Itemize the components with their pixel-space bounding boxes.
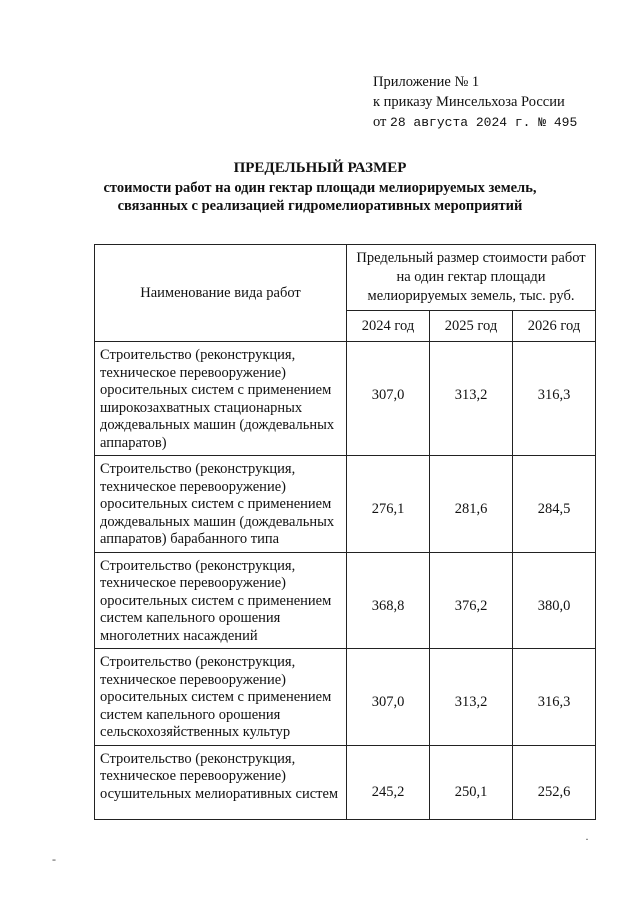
cost-value: 368,8 (347, 552, 430, 649)
document-subtitle-line1: стоимости работ на один гектар площади мелиорируемых земель, (103, 180, 537, 196)
year-header: 2026 год (513, 311, 596, 342)
cost-value: 376,2 (430, 552, 513, 649)
appendix-date-line (373, 112, 577, 133)
cost-value: 313,2 (430, 649, 513, 746)
year-header: 2025 год (430, 311, 513, 342)
work-type-name: Строительство (реконструкция, техническое перевооружение) оросительных систем с применением дождевальных машин (дождевальных аппаратов) барабанного типа (95, 456, 347, 553)
appendix-date-stamp: 28 августа 2024 г. № 495 (390, 115, 578, 130)
col-name-header: Наименование вида работ (95, 245, 347, 342)
table-row (95, 342, 596, 456)
document-subtitle-line2: связанных с реализацией гидромелиоративных мероприятий (117, 198, 523, 214)
appendix-order-ref: к приказу Минсельхоза России (373, 94, 565, 110)
document-title: ПРЕДЕЛЬНЫЙ РАЗМЕР (233, 160, 407, 176)
scan-speck: · (585, 832, 589, 846)
appendix-block (373, 72, 577, 133)
cost-value: 250,1 (430, 745, 513, 819)
cost-group-header: Предельный размер стоимости работ на один гектар площади мелиорируемых земель, тыс. руб. (347, 245, 596, 311)
appendix-date-prefix: от (373, 114, 387, 130)
table-header-row (95, 245, 596, 311)
work-type-name: Строительство (реконструкция, техническое перевооружение) оросительных систем с применением широкозахватных стационарных дождевальных машин (дождевальных аппаратов) (95, 342, 347, 456)
table-row (95, 745, 596, 819)
cost-value: 316,3 (513, 342, 596, 456)
work-type-name: Строительство (реконструкция, техническое перевооружение) осушительных мелиоративных систем (95, 745, 347, 819)
year-header: 2024 год (347, 311, 430, 342)
cost-value: 276,1 (347, 456, 430, 553)
appendix-title: Приложение № 1 (373, 74, 480, 90)
work-type-name: Строительство (реконструкция, техническое перевооружение) оросительных систем с применением систем капельного орошения многолетних насаждений (95, 552, 347, 649)
cost-value: 313,2 (430, 342, 513, 456)
cost-value: 284,5 (513, 456, 596, 553)
scan-speck: - (52, 852, 56, 866)
cost-value: 307,0 (347, 649, 430, 746)
cost-value: 316,3 (513, 649, 596, 746)
cost-table (94, 244, 596, 820)
cost-value: 252,6 (513, 745, 596, 819)
cost-value: 380,0 (513, 552, 596, 649)
cost-value: 307,0 (347, 342, 430, 456)
table-row (95, 649, 596, 746)
table-row (95, 456, 596, 553)
work-type-name: Строительство (реконструкция, техническое перевооружение) оросительных систем с применением систем капельного орошения сельскохозяйственных культур (95, 649, 347, 746)
cost-value: 281,6 (430, 456, 513, 553)
table-row (95, 552, 596, 649)
cost-value: 245,2 (347, 745, 430, 819)
